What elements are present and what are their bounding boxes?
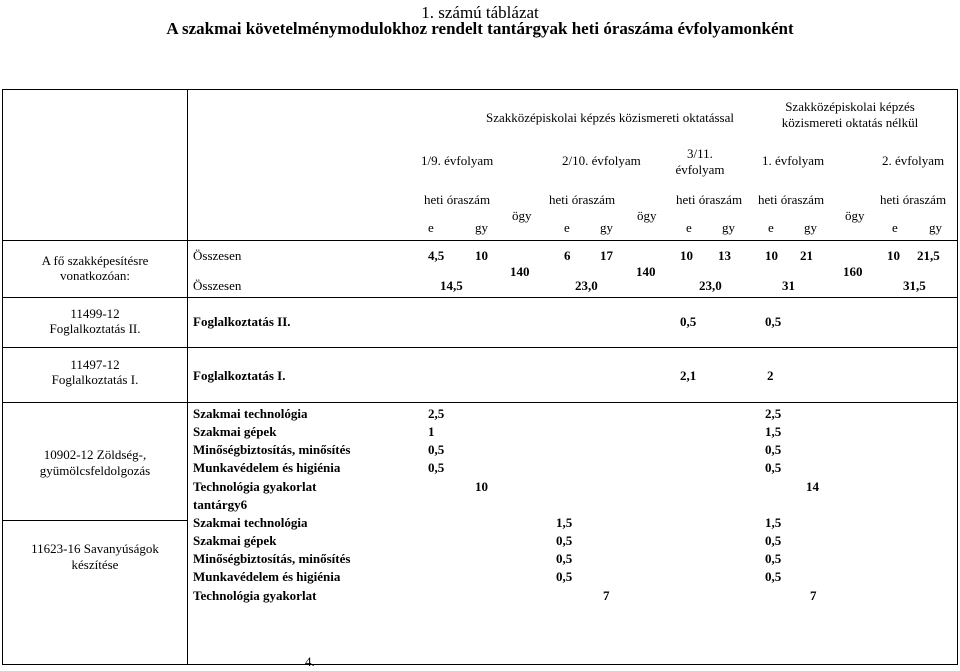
m4-row3-y10-e: 0,5 xyxy=(556,551,573,566)
group-without-general-education-line2: közismereti oktatás nélkül xyxy=(781,115,919,130)
m3-row1-y11-e: 2,5 xyxy=(765,406,782,421)
total-y10-gy: 17 xyxy=(600,248,613,263)
year-2-header: 2. évfolyam xyxy=(882,153,945,168)
m3-subject-4: Munkavédelem és higiénia xyxy=(193,460,341,475)
gy-header-y2: gy xyxy=(929,220,942,235)
main-qualification-label-line2: vonatkozóan: xyxy=(59,268,131,283)
module-name-10902: 10902-12 Zöldség-, xyxy=(43,447,147,462)
heti-oraszam-y10: heti óraszám xyxy=(549,192,616,207)
module-name-10902-line2: gyümölcsfeldolgozás xyxy=(39,463,151,478)
foglalkoztatas-1-y11-e: 2,1 xyxy=(680,368,697,383)
sum-y2: 31,5 xyxy=(903,278,926,293)
ogy-header-1: ögy xyxy=(512,208,532,223)
m4-row2-y10-e: 0,5 xyxy=(556,533,573,548)
subject-foglalkoztatas-2: Foglalkoztatás II. xyxy=(193,314,291,329)
gy-header-y9: gy xyxy=(475,220,488,235)
total-row-2-label: Összesen xyxy=(193,278,242,293)
m4-row1-y10-e: 1,5 xyxy=(556,515,573,530)
m3-row4-y9-e: 0,5 xyxy=(428,460,445,475)
year-1-header: 1. évfolyam xyxy=(762,153,825,168)
ogy-value-1: 140 xyxy=(510,264,530,279)
m3-row1-y9-e: 2,5 xyxy=(428,406,445,421)
total-y2-e: 10 xyxy=(887,248,900,263)
sum-y11: 23,0 xyxy=(699,278,722,293)
m4-row4-y11-e: 0,5 xyxy=(765,569,782,584)
m3-row3-y9-e: 0,5 xyxy=(428,442,445,457)
m4-row4-y10-e: 0,5 xyxy=(556,569,573,584)
group-with-general-education: Szakközépiskolai képzés közismereti oktatással xyxy=(485,110,734,125)
group-without-general-education: Szakközépiskolai képzés xyxy=(785,99,915,114)
m3-subject-2: Szakmai gépek xyxy=(193,424,277,439)
m4-row5-y10-gy: 7 xyxy=(603,588,610,603)
heti-oraszam-y1: heti óraszám xyxy=(758,192,825,207)
total-y10-e: 6 xyxy=(564,248,571,263)
page-number: 4. xyxy=(305,654,315,669)
m4-subject-1: Szakmai technológia xyxy=(193,515,308,530)
page-title: A szakmai követelménymodulokhoz rendelt tantárgyak heti óraszáma évfolyamonként xyxy=(166,19,794,38)
gy-header-y10: gy xyxy=(600,220,613,235)
total-y11-gy: 13 xyxy=(718,248,731,263)
ogy-header-2: ögy xyxy=(637,208,657,223)
m3-subject-1: Szakmai technológia xyxy=(193,406,308,421)
heti-oraszam-y2: heti óraszám xyxy=(880,192,947,207)
ogy-value-2: 140 xyxy=(636,264,656,279)
total-y9-e: 4,5 xyxy=(428,248,445,263)
e-header-y10: e xyxy=(564,220,570,235)
m4-row1-y11-e: 1,5 xyxy=(765,515,782,530)
m4-subject-4: Munkavédelem és higiénia xyxy=(193,569,341,584)
ogy-value-3: 160 xyxy=(843,264,863,279)
m3-subject-3: Minőségbiztosítás, minősítés xyxy=(193,442,351,457)
module-code-11497: 11497-12 xyxy=(70,357,120,372)
m4-subject-2: Szakmai gépek xyxy=(193,533,277,548)
total-y1-gy: 21 xyxy=(800,248,813,263)
foglalkoztatas-2-y11-e: 0,5 xyxy=(680,314,697,329)
heti-oraszam-y9: heti óraszám xyxy=(424,192,491,207)
table-number: 1. számú táblázat xyxy=(421,3,539,22)
sum-y1: 31 xyxy=(782,278,795,293)
total-y9-gy: 10 xyxy=(475,248,488,263)
gy-header-y11: gy xyxy=(722,220,735,235)
e-header-y2: e xyxy=(892,220,898,235)
m3-row4-y11-e: 0,5 xyxy=(765,460,782,475)
m3-row5-y9-gy: 10 xyxy=(475,479,488,494)
e-header-y9: e xyxy=(428,220,434,235)
year-11-header-line2: évfolyam xyxy=(675,162,725,177)
module-name-11499: Foglalkoztatás II. xyxy=(49,321,141,336)
module-name-11623: 11623-16 Savanyúságok xyxy=(31,541,159,556)
e-header-y11: e xyxy=(686,220,692,235)
m4-subject-3: Minőségbiztosítás, minősítés xyxy=(193,551,351,566)
main-qualification-label: A fő szakképesítésre xyxy=(41,253,149,268)
module-name-11623-line2: készítése xyxy=(71,557,119,572)
sum-y9: 14,5 xyxy=(440,278,463,293)
year-10-header: 2/10. évfolyam xyxy=(562,153,641,168)
m4-row3-y11-e: 0,5 xyxy=(765,551,782,566)
m4-row2-y11-e: 0,5 xyxy=(765,533,782,548)
year-11-header: 3/11. xyxy=(687,146,713,161)
m4-row5-y11-gy: 7 xyxy=(810,588,817,603)
gy-header-y1: gy xyxy=(804,220,817,235)
foglalkoztatas-1-y2-e: 2 xyxy=(767,368,774,383)
module-code-11499: 11499-12 xyxy=(70,306,120,321)
year-9-header: 1/9. évfolyam xyxy=(421,153,494,168)
subject-foglalkoztatas-1: Foglalkoztatás I. xyxy=(193,368,286,383)
total-row-1-label: Összesen xyxy=(193,248,242,263)
m3-subject-6: tantárgy6 xyxy=(193,497,248,512)
e-header-y1: e xyxy=(768,220,774,235)
sum-y10: 23,0 xyxy=(575,278,598,293)
module-name-11497: Foglalkoztatás I. xyxy=(51,372,139,387)
total-y11-e: 10 xyxy=(680,248,693,263)
total-y1-e: 10 xyxy=(765,248,778,263)
m3-row2-y11-e: 1,5 xyxy=(765,424,782,439)
m3-row5-y11-gy: 14 xyxy=(806,479,819,494)
heti-oraszam-y11: heti óraszám xyxy=(676,192,743,207)
total-y2-gy: 21,5 xyxy=(917,248,940,263)
m3-subject-5: Technológia gyakorlat xyxy=(193,479,317,494)
foglalkoztatas-2-y2-e: 0,5 xyxy=(765,314,782,329)
m3-row3-y11-e: 0,5 xyxy=(765,442,782,457)
ogy-header-3: ögy xyxy=(845,208,865,223)
m3-row2-y9-e: 1 xyxy=(428,424,435,439)
m4-subject-5: Technológia gyakorlat xyxy=(193,588,317,603)
